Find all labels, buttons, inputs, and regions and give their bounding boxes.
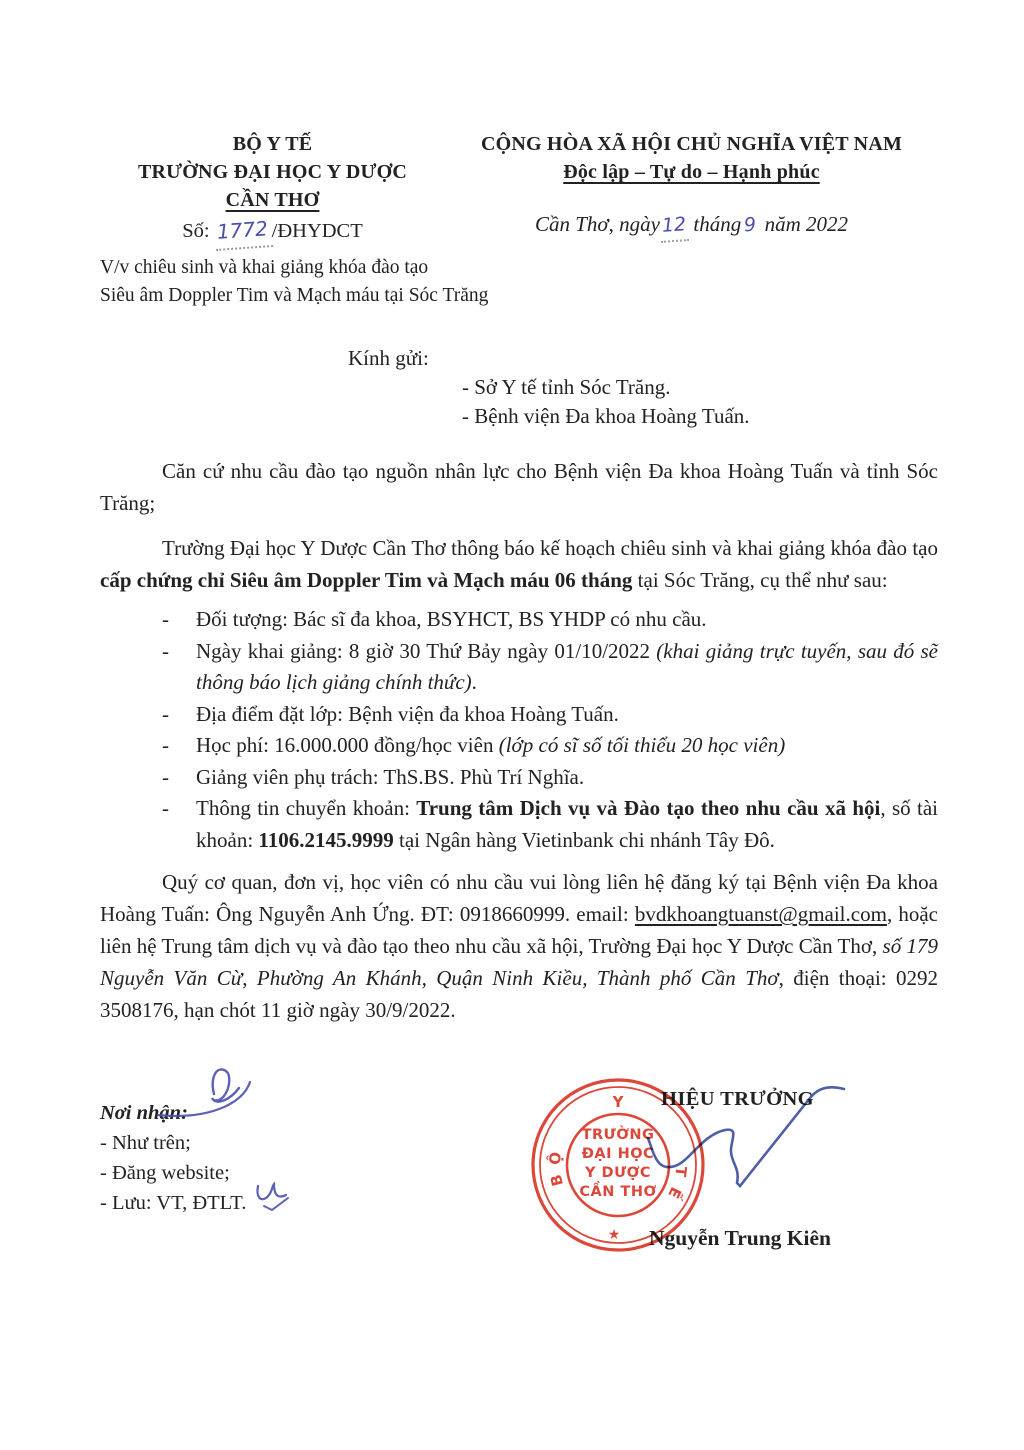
subject-line-2: Siêu âm Doppler Tim và Mạch máu tại Sóc Trăng [100,284,489,306]
contact-mid: , hoặc liên hệ Trung tâm dịch vụ và đào tạo theo nhu cầu xã hội, Trường Đại học Y Dược Cần Thơ, [100,902,938,958]
subject-line-1: V/v chiêu sinh và khai giảng khóa đào tạo [100,257,429,278]
stamp-ring-letter: T [671,1165,691,1178]
item-note-italic: (lớp có sĩ số tối thiểu 20 học viên) [498,733,786,757]
stamp-ring-letter: Ế [664,1184,685,1202]
handwritten-day: 12 [659,210,689,243]
bullet-dash: - [162,764,169,789]
university-city: CẦN THƠ [225,189,320,211]
stamp-center-line: TRƯỜNG [581,1127,655,1143]
list-item [100,699,938,731]
paragraph-announcement [100,532,938,596]
stamp-center-line: ĐẠI HỌC [581,1146,655,1162]
place-date-line [445,210,938,242]
item-tail: tại Ngân hàng Vietinbank chi nhánh Tây Đô. [393,827,775,852]
contact-text: Quý cơ quan, đơn vị, học viên có nhu cầu vui lòng liên hệ đăng ký tại Bệnh viện Đa khoa Hoàng Tuấn: Ông Nguyễn Anh Ứng. ĐT: 0918660999. email: [100,870,938,926]
item-text: Địa điểm đặt lớp: Bệnh viện đa khoa Hoàng Tuấn. [196,701,619,726]
subject-block [100,254,938,309]
list-item [100,604,938,636]
ministry-name: BỘ Y TẾ [232,133,313,155]
salutation: Kính gửi: [348,346,429,370]
university-name: TRƯỜNG ĐẠI HỌC Y DƯỢC [137,161,407,183]
signer-title: HIỆU TRƯỞNG [660,1088,815,1110]
stamp-star-icon: ★ [607,1227,621,1243]
signature-ink [630,1080,870,1205]
item-tail: . [471,670,477,694]
stamp-ring-letter: Y [612,1093,624,1111]
national-motto-line1: CỘNG HÒA XÃ HỘI CHỦ NGHĨA VIỆT NAM [480,133,903,155]
bullet-dash: - [162,607,169,631]
document-number-line [100,214,445,249]
recipient-item: - Sở Y tế tỉnh Sóc Trăng. [462,375,671,399]
contact-tail: , điện thoại: 0292 3508176, hạn chót 11 giờ ngày 30/9/2022. [100,966,939,1022]
account-number-bold: 1106.2145.9999 [258,827,394,852]
paragraph-basis: Căn cứ nhu cầu đào tạo nguồn nhân lực cho Bệnh viện Đa khoa Hoàng Tuấn và tỉnh Sóc Trăng; [100,459,938,515]
year-word: năm 2022 [764,212,848,236]
announcement-tail: tại Sóc Trăng, cụ thể như sau: [632,568,888,592]
contact-address-italic: số 179 Nguyễn Văn Cừ, Phường An Khánh, Quận Ninh Kiều, Thành phố Cần Thơ [100,934,938,990]
signer-name: Nguyễn Trung Kiên [649,1226,831,1250]
distribution-item: - Lưu: VT, ĐTLT. [100,1192,247,1214]
bullet-dash: - [162,701,169,726]
paraph-ink-after-luu [248,1174,296,1214]
item-note-italic: (khai giảng trực tuyến, sau đó sẽ thông báo lịch giảng chính thức) [196,638,938,694]
item-text: Học phí: 16.000.000 đồng/học viên [196,733,499,757]
stamp-ring-letter: B [546,1172,567,1188]
list-item [100,762,938,794]
announcement-text: Trường Đại học Y Dược Cần Thơ thông báo kế hoạch chiêu sinh và khai giảng khóa đào tạo [162,536,938,560]
item-text: Đối tượng: Bác sĩ đa khoa, BSYHCT, BS YHDP có nhu cầu. [196,607,707,631]
month-word: tháng [693,212,742,236]
bullet-dash: - [162,638,169,663]
list-item [100,793,938,856]
stamp-ring-letter: Ộ [545,1151,565,1166]
item-mid: , số tài khoản: [196,796,938,852]
paraph-ink-after-date [146,1060,316,1132]
course-name-bold: cấp chứng chỉ Siêu âm Doppler Tim và Mạch máu 06 tháng [100,568,633,592]
handwritten-month: 9 [743,213,758,237]
recipients-block [100,343,938,431]
item-text: Giảng viên phụ trách: ThS.BS. Phù Trí Nghĩa. [196,764,585,789]
stamp-center-line: CẦN THƠ [579,1184,657,1200]
national-header-block [445,130,938,249]
issuing-agency-block [100,130,445,249]
bullet-dash: - [162,796,169,820]
paragraph-contact [100,866,938,1026]
document-number-suffix: /ĐHYDCT [271,220,363,242]
item-text: Thông tin chuyển khoản: [196,796,417,820]
letter-content [100,130,938,1026]
letter-header [100,130,938,249]
list-item [100,636,938,699]
document-number-handwritten: 1772 [214,212,273,251]
course-details-list [100,604,938,856]
distribution-item: - Như trên; [100,1132,191,1154]
contact-email: bvdkhoangtuanst@gmail.com [634,902,887,926]
bullet-dash: - [162,733,169,757]
document-number-label: Số: [182,220,210,242]
date-prefix: Cần Thơ, ngày [534,212,660,236]
recipient-item: - Bệnh viện Đa khoa Hoàng Tuấn. [462,404,750,428]
distribution-label: Nơi nhận: [100,1102,188,1124]
account-owner-bold: Trung tâm Dịch vụ và Đào tạo theo nhu cầu xã hội [416,796,881,820]
item-text: Ngày khai giảng: 8 giờ 30 Thứ Bảy ngày 01/10/2022 [196,638,657,663]
stamp-center-line: Y DƯỢC [584,1165,652,1181]
list-item [100,730,938,762]
national-motto-line2: Độc lập – Tự do – Hạnh phúc [563,161,820,183]
distribution-item: - Đăng website; [100,1162,230,1184]
